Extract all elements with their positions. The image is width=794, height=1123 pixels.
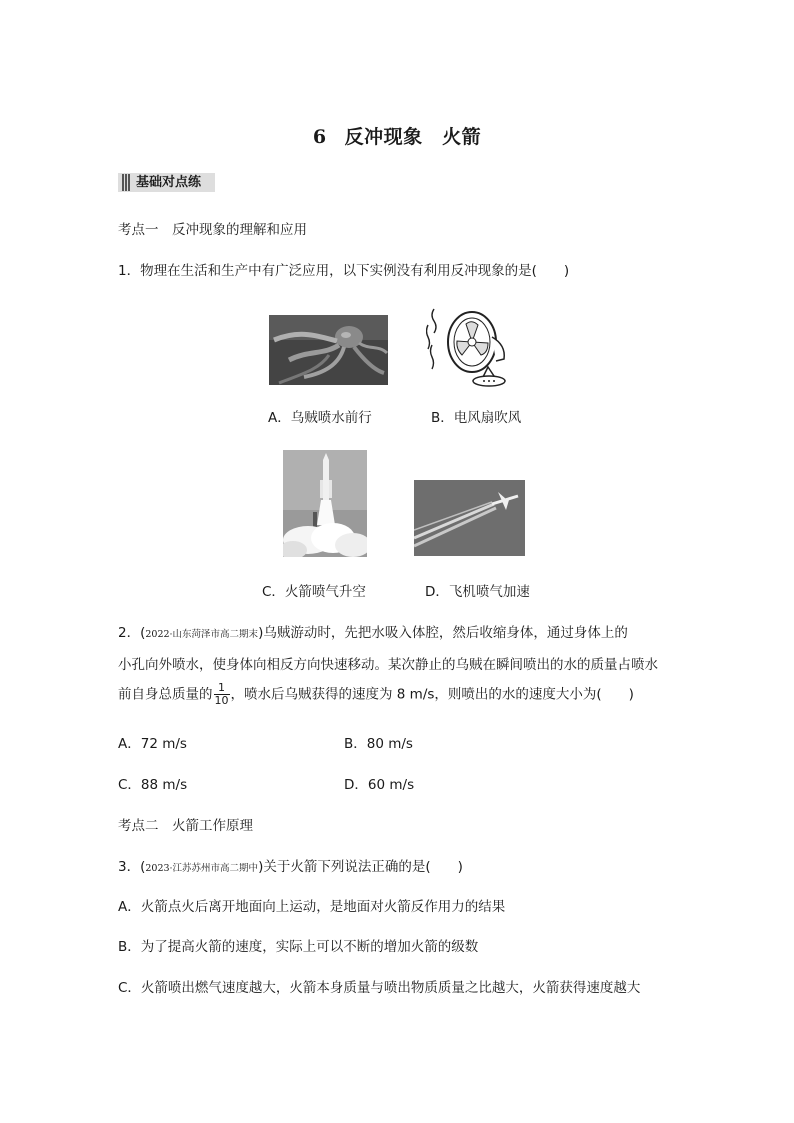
rocket-launch-image [283, 450, 367, 557]
question-3-source: 2023·江苏苏州市高二期中 [145, 863, 259, 874]
question-1-stem: 1．物理在生活和生产中有广泛应用，以下实例没有利用反冲现象的是( ) [118, 263, 570, 279]
question-1-option-c: C．火箭喷气升空 [262, 584, 366, 600]
question-1-option-d: D．飞机喷气加速 [425, 584, 530, 600]
question-3-option-b: B．为了提高火箭的速度，实际上可以不断的增加火箭的级数 [118, 939, 479, 955]
point-heading-2: 考点二 火箭工作原理 [118, 818, 253, 834]
electric-fan-image [426, 299, 510, 389]
question-3-stem: 3．(2023·江苏苏州市高二期中)关于火箭下列说法正确的是( ) [118, 859, 463, 875]
question-3-option-a: A．火箭点火后离开地面向上运动，是地面对火箭反作用力的结果 [118, 899, 506, 915]
question-1-option-a: A．乌贼喷水前行 [268, 410, 372, 426]
question-3-option-c: C．火箭喷出燃气速度越大，火箭本身质量与喷出物质质量之比越大，火箭获得速度越大 [118, 980, 641, 996]
question-2-option-c: C．88 m/s [118, 777, 188, 793]
section-bars-icon [122, 174, 130, 191]
question-2-option-a: A．72 m/s [118, 736, 187, 752]
question-1-option-b: B．电风扇吹风 [431, 410, 522, 426]
question-2-line-3: 前自身总质量的 $\frac{1}{10}$ ，喷水后乌贼获得的速度为 8 m/s，则喷出的水的速度大小为( ) [118, 681, 634, 707]
question-2-source: 2022·山东菏泽市高二期末 [145, 629, 259, 640]
fraction-one-tenth: $\frac{1}{10}$ [214, 681, 229, 707]
question-2-option-b: B．80 m/s [344, 736, 413, 752]
question-2-line-1: 2．(2022·山东菏泽市高二期末)乌贼游动时，先把水吸入体腔，然后收缩身体，通过身体上的 [118, 625, 628, 641]
point-heading-1: 考点一 反冲现象的理解和应用 [118, 222, 307, 238]
airplane-image [414, 480, 525, 556]
section-tag: 基础对点练 [118, 173, 215, 192]
page-title: 6 反冲现象 火箭 [312, 126, 482, 148]
question-2-option-d: D．60 m/s [344, 777, 415, 793]
question-2-line-2: 小孔向外喷水，使身体向相反方向快速移动。某次静止的乌贼在瞬间喷出的水的质量占喷水 [118, 657, 658, 673]
octopus-image [269, 315, 388, 385]
